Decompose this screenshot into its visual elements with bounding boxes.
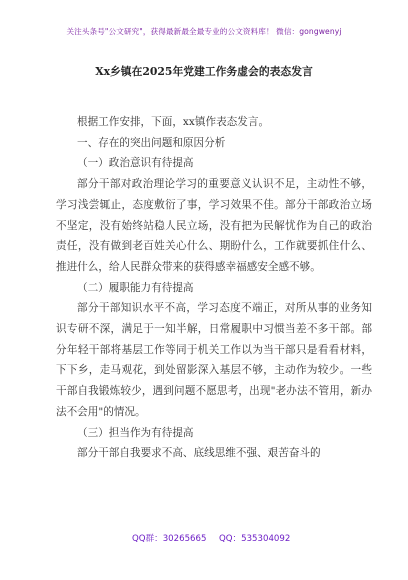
qq-group-number: QQ群：30265665 xyxy=(132,534,207,544)
intro-paragraph: 根据工作安排，下面，xx镇作表态发言。 xyxy=(77,116,270,128)
qq-number: QQ：535304092 xyxy=(219,534,291,544)
body-paragraph: 部分干部自我要求不高、底线思维不强、艰苦奋斗的 xyxy=(77,447,321,460)
header-note: 关注头条号"公文研究"，获得最新最全最专业的公文资料库！ 微信：gongwenyj xyxy=(66,27,342,36)
section-heading: 一、存在的突出问题和原因分析 xyxy=(77,136,226,149)
subsection-heading: （三）担当作为有待提高 xyxy=(77,426,194,439)
document-body xyxy=(56,112,372,464)
body-paragraph: 部分干部对政治理论学习的重要意义认识不足，主动性不够，学习浅尝辄止，态度敷衍了事，学习效果不佳。部分干部政治立场不坚定，没有始终站稳人民立场，没有把为民解忧作为自己的政治责任，没有做到老百姓关心什么、期盼什么，工作就要抓住什么、推进什么，给人民群众带来的获得感幸福感安全感不够。 xyxy=(56,178,372,273)
subsection-heading: （一）政治意识有待提高 xyxy=(77,157,194,170)
document-title: Xx乡镇在2025年党建工作务虚会的表态发言 xyxy=(95,65,313,78)
subsection-heading: （二）履职能力有待提高 xyxy=(77,281,194,294)
body-paragraph: 部分干部知识水平不高，学习态度不端正，对所从事的业务知识专研不深，满足于一知半解，日常履职中习惯当差不多干部。部分年轻干部将基层工作等同于机关工作以为当干部只是看看材料，下下乡，走马观花，到处留影深入基层不够，主动作为较少。一些干部自我锻炼较少，遇到问题不愿思考，出现"老办法不管用，新办法不会用"的情况。 xyxy=(56,302,372,418)
